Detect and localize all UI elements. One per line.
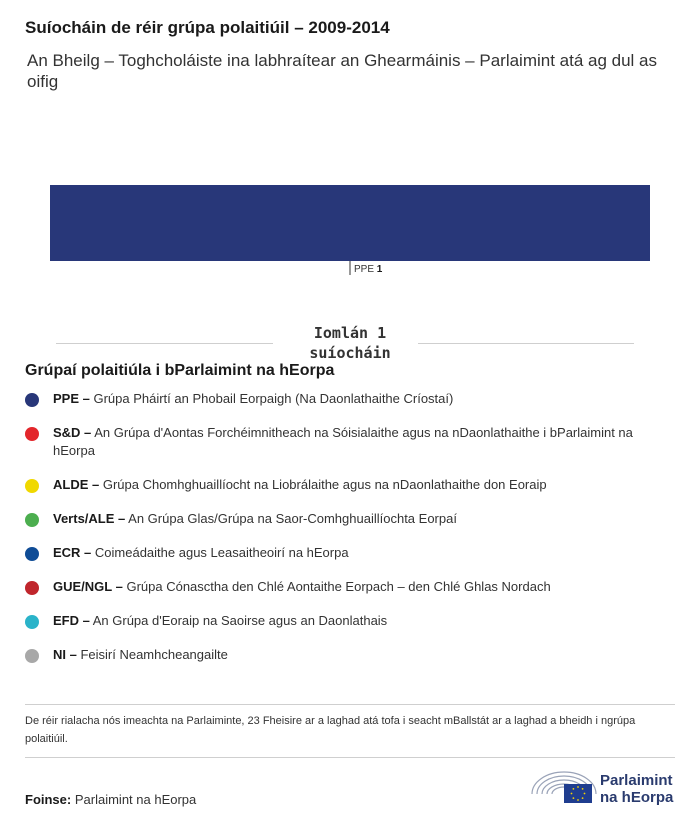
legend-code: S&D – [53,425,92,440]
legend-name: Grúpa Pháirtí an Phobail Eorpaigh (Na Daonlathaithe Críostaí) [89,391,454,406]
legend-dot-icon [25,479,39,493]
legend-dot-icon [25,649,39,663]
legend-dot-icon [25,393,39,407]
legend-item [25,646,675,664]
legend-item [25,544,675,562]
legend-dot-icon [25,547,39,561]
seat-bar-chart [0,0,700,300]
footer-note: De réir rialacha nós imeachta na Parlaiminte, 23 Fheisire ar a laghad atá tofa i seacht mBallstát ar a laghad a bheidh i ngrúpa polaitiúil. [25,715,636,745]
legend-item [25,390,675,408]
legend-title: Grúpaí polaitiúla i bParlaimint na hEorpa [25,362,335,379]
legend-code: ALDE – [53,477,100,492]
logo-text [600,772,673,806]
legend-name: An Grúpa Glas/Grúpa na Saor-Comhghuaillíochta Eorpaí [125,511,457,526]
legend-code: Verts/ALE – [53,511,126,526]
bar-segment-ppe [50,185,650,261]
legend-name: Feisirí Neamhcheangailte [76,647,228,662]
logo-text-line1: Parlaimint [600,772,673,789]
legend-name: An Grúpa d'Eoraip na Saoirse agus an Daonlathais [89,613,388,628]
legend-code: PPE – [53,391,90,406]
bar-segment-value: 1 [376,264,383,275]
legend-dot-icon [25,581,39,595]
bar-segment-label [354,264,383,275]
chart-subtitle: An Bheilg – Toghcholáiste ina labhraítear an Ghearmáinis – Parlaimint atá ag dul as oifig [27,51,658,91]
bar-segment-group-name: PPE [354,264,377,275]
legend-item [25,424,675,460]
legend-code: NI – [53,647,77,662]
legend-code: GUE/NGL – [53,579,123,594]
legend-list [25,390,675,680]
footer-divider-top [25,704,675,705]
source-value: Parlaimint na hEorpa [74,792,197,807]
source-line [25,792,196,807]
total-left-line [56,343,273,344]
legend-name: Grúpa Chomhghuaillíocht na Liobrálaithe agus na nDaonlathaithe don Eoraip [99,477,547,492]
chart-title: Suíocháin de réir grúpa polaitiúil – 2009-2014 [25,18,390,37]
legend-name: Grúpa Cónasctha den Chlé Aontaithe Eorpach – den Chlé Ghlas Nordach [122,579,551,594]
legend-item [25,476,675,494]
legend-code: EFD – [53,613,90,628]
legend-dot-icon [25,427,39,441]
legend-name: An Grúpa d'Aontas Forchéimnitheach na Sóisialaithe agus na nDaonlathaithe i bParlaimint na hEorpa [53,425,633,458]
legend-item [25,578,675,596]
total-seats-label: Iomlán 1 suíocháin [309,324,391,362]
source-label: Foinse: [25,792,72,807]
total-right-line [418,343,634,344]
footer-divider-bottom [25,757,675,758]
legend-code: ECR – [53,545,92,560]
legend-name: Coimeádaithe agus Leasaitheoirí na hEorpa [91,545,349,560]
legend-item [25,510,675,528]
legend-dot-icon [25,513,39,527]
legend-item [25,612,675,630]
logo-text-line2: na hEorpa [600,789,674,806]
legend-dot-icon [25,615,39,629]
